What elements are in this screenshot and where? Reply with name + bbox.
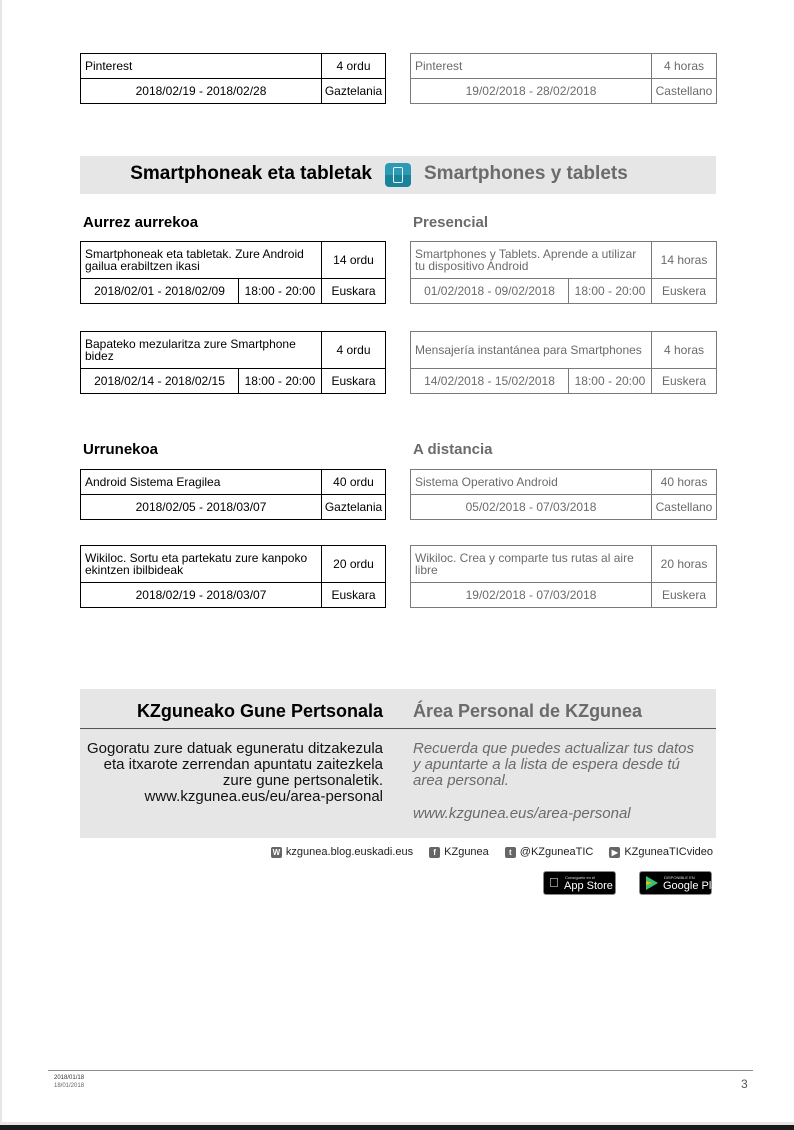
app-store-badge[interactable] (543, 871, 616, 895)
course-time: 18:00 - 20:00 (569, 369, 652, 394)
google-play-icon (646, 876, 658, 890)
course-title: Mensajería instantánea para Smartphones (411, 332, 652, 369)
badge-small-text: DISPONIBLE EN (664, 875, 695, 880)
viewer-background (0, 1125, 794, 1130)
course-language: Euskera (652, 369, 717, 394)
course-dates: 2018/02/14 - 2018/02/15 (81, 369, 239, 394)
social-link-twitter[interactable] (505, 846, 594, 858)
course-title: Pinterest (411, 54, 652, 79)
social-label: KZgunea (444, 846, 489, 858)
course-title: Bapateko mezularitza zure Smartphone bidez (81, 332, 322, 369)
personal-area-title-eu: KZguneako Gune Pertsonala (136, 701, 383, 721)
course-table-es (410, 545, 717, 608)
apple-icon (549, 876, 559, 890)
course-title: Wikiloc. Sortu eta partekatu zure kanpoko ekintzen ibilbideak (81, 546, 322, 583)
course-hours: 20 ordu (322, 546, 386, 583)
course-dates: 2018/02/19 - 2018/03/07 (81, 583, 322, 608)
course-title: Sistema Operativo Android (411, 470, 652, 495)
course-language: Gaztelania (322, 495, 386, 520)
presential-heading-eu: Aurrez aurrekoa (83, 214, 199, 231)
course-table-pinterest-eu (80, 53, 386, 104)
course-hours: 4 horas (652, 332, 717, 369)
personal-area-link-eu[interactable]: www.kzgunea.eus/eu/area-personal (144, 788, 383, 805)
course-language: Castellano (652, 79, 717, 104)
course-dates: 19/02/2018 - 28/02/2018 (411, 79, 652, 104)
blog-icon: W (272, 847, 281, 857)
course-dates: 2018/02/01 - 2018/02/09 (81, 279, 239, 304)
personal-area-title-es: Área Personal de KZgunea (413, 701, 643, 721)
distance-heading-eu: Urrunekoa (83, 441, 159, 458)
course-dates: 01/02/2018 - 09/02/2018 (411, 279, 569, 304)
course-hours: 20 horas (652, 546, 717, 583)
course-title: Smartphoneak eta tabletak. Zure Android gailua erabiltzen ikasi (81, 242, 322, 279)
social-label: @KZguneaTIC (519, 846, 594, 858)
course-dates: 14/02/2018 - 15/02/2018 (411, 369, 569, 394)
badge-big-text: Google Play (663, 880, 723, 892)
course-language: Euskara (322, 279, 386, 304)
store-badges (543, 871, 723, 895)
course-title: Android Sistema Eragilea (81, 470, 322, 495)
course-title: Smartphones y Tablets. Aprende a utilizar tu dispositivo Android (411, 242, 652, 279)
course-language: Castellano (652, 495, 717, 520)
course-title: Pinterest (81, 54, 322, 79)
social-link-youtube[interactable] (609, 846, 713, 858)
personal-area-text-eu (83, 741, 383, 805)
smartphone-icon (385, 163, 411, 187)
personal-area-box (80, 689, 716, 838)
course-time: 18:00 - 20:00 (239, 369, 322, 394)
course-table-es (410, 241, 717, 304)
course-hours: 4 ordu (322, 54, 386, 79)
twitter-icon: t (505, 847, 516, 858)
course-hours: 14 horas (652, 242, 717, 279)
course-hours: 14 ordu (322, 242, 386, 279)
course-table-es (410, 331, 717, 394)
course-hours: 4 horas (652, 54, 717, 79)
course-time: 18:00 - 20:00 (239, 279, 322, 304)
footer-divider (48, 1070, 753, 1071)
footer-date-es: 18/01/2018 (54, 1083, 85, 1089)
course-table-eu (80, 469, 386, 520)
course-dates: 2018/02/05 - 2018/03/07 (81, 495, 322, 520)
social-label: KZguneaTICvideo (624, 846, 713, 858)
course-language: Euskera (652, 583, 717, 608)
page-number: 3 (741, 1077, 748, 1091)
divider (80, 728, 716, 729)
course-hours: 4 ordu (322, 332, 386, 369)
youtube-icon: ▶ (609, 847, 620, 858)
social-link-blog[interactable] (271, 846, 413, 858)
course-language: Euskara (322, 369, 386, 394)
social-links (271, 846, 713, 858)
course-table-eu (80, 545, 386, 608)
category-title-eu: Smartphoneak eta tabletak (130, 163, 372, 184)
course-table-eu (80, 331, 386, 394)
social-link-facebook[interactable] (429, 846, 489, 858)
badge-small-text: Consíguelo en el (565, 875, 596, 880)
course-language: Euskara (322, 583, 386, 608)
category-header (80, 156, 716, 194)
course-hours: 40 ordu (322, 470, 386, 495)
course-dates: 2018/02/19 - 2018/02/28 (81, 79, 322, 104)
google-play-badge[interactable] (639, 871, 723, 895)
course-title: Wikiloc. Crea y comparte tus rutas al aire libre (411, 546, 652, 583)
distance-heading-es: A distancia (413, 441, 493, 458)
footer-date-eu: 2018/01/18 (54, 1075, 85, 1081)
social-label: kzgunea.blog.euskadi.eus (285, 846, 414, 858)
personal-area-link-es[interactable]: www.kzgunea.eus/area-personal (413, 805, 631, 822)
personal-area-description-eu: Gogoratu zure datuak eguneratu ditzakezula eta itxarote zerrendan apuntatu zaitezkela zure gune pertsonaletik. (86, 740, 383, 789)
course-dates: 05/02/2018 - 07/03/2018 (411, 495, 652, 520)
course-hours: 40 horas (652, 470, 717, 495)
category-title-es: Smartphones y tablets (424, 163, 628, 184)
course-language: Euskera (652, 279, 717, 304)
course-time: 18:00 - 20:00 (569, 279, 652, 304)
personal-area-description-es: Recuerda que puedes actualizar tus datos y apuntarte a la lista de espera desde tú area personal. (413, 740, 695, 789)
course-dates: 19/02/2018 - 07/03/2018 (411, 583, 652, 608)
course-table-pinterest-es (410, 53, 717, 104)
facebook-icon: f (429, 847, 440, 858)
course-table-es (410, 469, 717, 520)
presential-heading-es: Presencial (413, 214, 489, 231)
course-table-eu (80, 241, 386, 304)
badge-big-text: App Store (564, 880, 613, 892)
course-language: Gaztelania (322, 79, 386, 104)
page-edge (0, 0, 2, 1122)
